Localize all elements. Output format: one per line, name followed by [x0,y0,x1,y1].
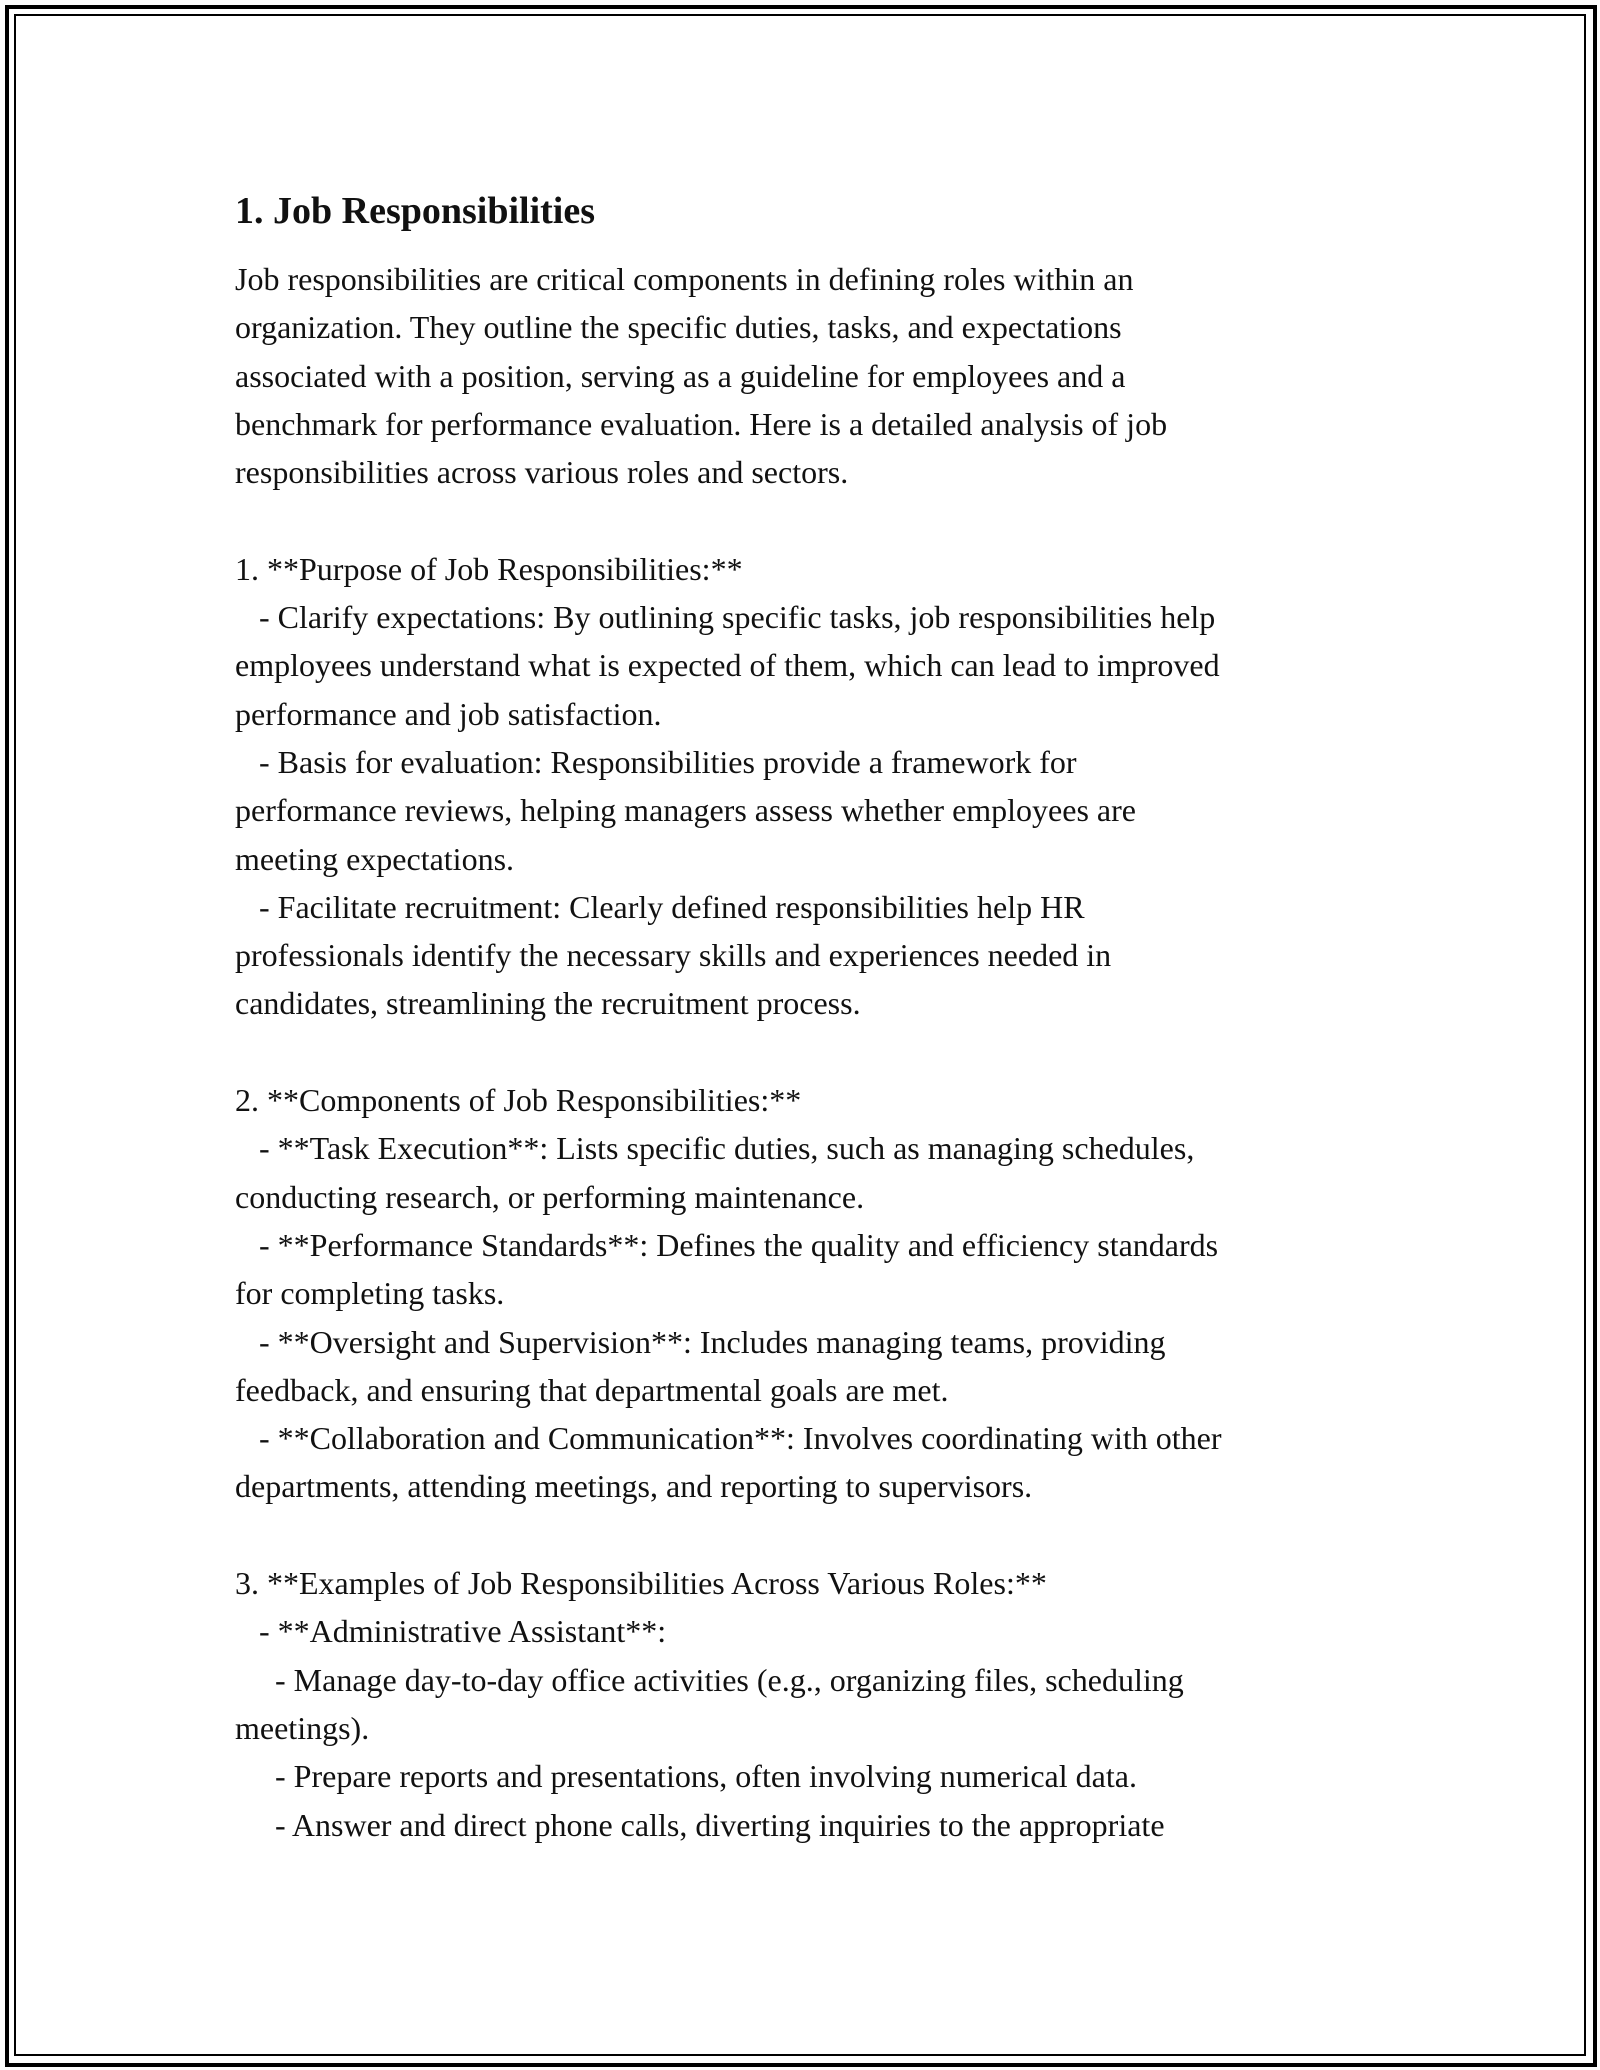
list-item-line: - Answer and direct phone calls, diverting inquiries to the appropriate [235,1806,1165,1843]
list-item-line: - Prepare reports and presentations, often involving numerical data. [235,1758,1137,1795]
list-item-line: - Facilitate recruitment: Clearly defined responsibilities help HR [235,888,1085,925]
text-line: feedback, and ensuring that departmental goals are met. [235,1371,949,1408]
list-item-line: - **Collaboration and Communication**: Involves coordinating with other [235,1420,1222,1457]
text-line: Job responsibilities are critical components in defining roles within an [235,261,1134,297]
list-item-line: - Manage day-to-day office activities (e.g., organizing files, scheduling [235,1661,1184,1698]
text-line: associated with a position, serving as a guideline for employees and a [235,357,1126,394]
purpose-section [235,545,1395,1028]
text-line: responsibilities across various roles and sectors. [235,454,849,491]
list-item-line: - Clarify expectations: By outlining specific tasks, job responsibilities help [235,599,1216,636]
text-line: conducting research, or performing maintenance. [235,1178,865,1215]
text-line: organization. They outline the specific duties, tasks, and expectations [235,309,1122,346]
list-heading: 1. **Purpose of Job Responsibilities:** [235,550,743,587]
list-item-line: - Basis for evaluation: Responsibilities provide a framework for [235,743,1077,780]
paragraph-spacer [235,1028,1395,1076]
components-section [235,1076,1395,1511]
list-heading: 2. **Components of Job Responsibilities:** [235,1082,802,1119]
text-line: benchmark for performance evaluation. Here is a detailed analysis of job [235,405,1168,442]
list-item-line: - **Administrative Assistant**: [235,1613,667,1650]
document-body [235,185,1395,1849]
text-line: meetings). [235,1709,370,1746]
text-line: employees understand what is expected of them, which can lead to improved [235,647,1220,684]
section-heading: 1. Job Responsibilities [235,190,596,232]
examples-section [235,1559,1395,1849]
list-item-line: - **Performance Standards**: Defines the quality and efficiency standards [235,1226,1219,1263]
text-line: for completing tasks. [235,1275,505,1312]
intro-paragraph [235,255,1395,496]
text-line: performance reviews, helping managers assess whether employees are [235,792,1136,829]
list-item-line: - **Oversight and Supervision**: Includes managing teams, providing [235,1323,1166,1360]
text-line: candidates, streamlining the recruitment process. [235,985,861,1022]
paragraph-spacer [235,1511,1395,1559]
list-item-line: - **Task Execution**: Lists specific duties, such as managing schedules, [235,1130,1195,1167]
paragraph-spacer [235,496,1395,544]
text-line: performance and job satisfaction. [235,695,662,732]
text-line: professionals identify the necessary skills and experiences needed in [235,937,1112,974]
text-line: meeting expectations. [235,840,515,877]
list-heading: 3. **Examples of Job Responsibilities Across Various Roles:** [235,1565,1047,1602]
text-line: departments, attending meetings, and reporting to supervisors. [235,1468,1033,1505]
